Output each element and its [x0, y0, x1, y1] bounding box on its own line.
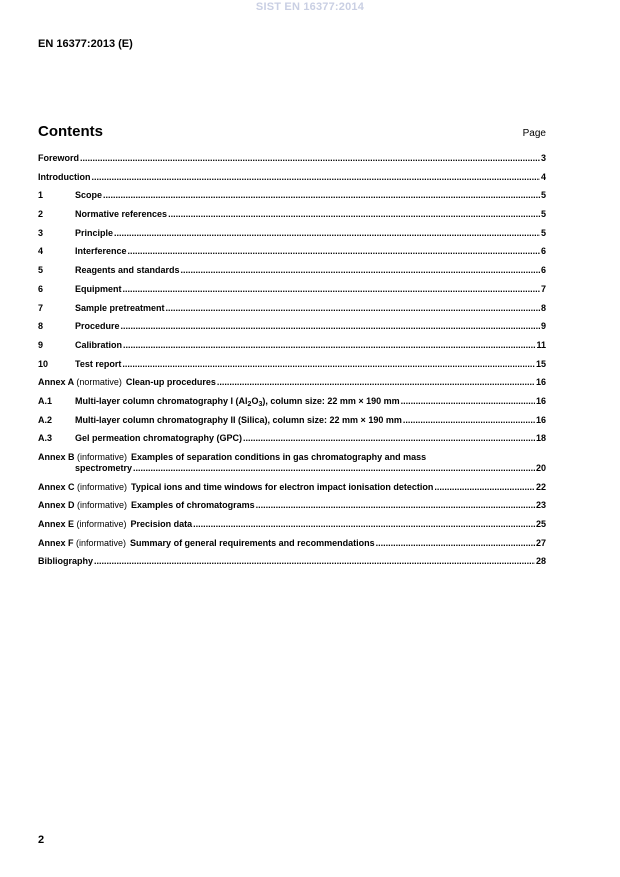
- annex-type: (informative): [77, 481, 128, 492]
- toc-title: Reagents and standards: [75, 265, 180, 276]
- toc-entry-test-report[interactable]: [38, 359, 546, 370]
- toc-title: Multi-layer column chromatography I $(Al_2O_3)$, column size: 22 mm × 190 mm: [75, 395, 400, 408]
- toc-page: 16: [535, 377, 546, 388]
- leader-dots: [256, 500, 535, 511]
- toc-entry-sample-pretreatment[interactable]: [38, 303, 546, 314]
- toc-title: Typical ions and time windows for electron impact ionisation detection: [131, 481, 434, 492]
- leader-dots: [133, 463, 535, 474]
- toc-page: 6: [540, 265, 546, 276]
- toc-page: 3: [540, 153, 546, 163]
- toc-number: Annex B (informative): [38, 452, 128, 462]
- toc-number: 7: [38, 302, 44, 313]
- leader-dots: [168, 209, 540, 220]
- annex-type: (informative): [76, 537, 127, 548]
- page-number: 2: [38, 834, 45, 846]
- leader-dots: [166, 303, 540, 314]
- toc-entry-reagents[interactable]: [38, 265, 546, 276]
- toc-entry-normative-references[interactable]: [38, 209, 546, 220]
- toc-title: Clean-up procedures: [125, 377, 216, 388]
- leader-dots: [123, 340, 535, 351]
- toc-number: 1: [38, 190, 44, 201]
- toc-title: Test report: [75, 358, 122, 369]
- toc-title: Calibration: [75, 339, 123, 350]
- toc-number: A.1: [38, 395, 53, 406]
- toc-page: 22: [535, 481, 546, 492]
- toc-page: 20: [535, 463, 546, 473]
- toc-number: 6: [38, 283, 44, 294]
- toc-page: 27: [535, 537, 546, 548]
- leader-dots: [401, 396, 535, 407]
- toc-page: 25: [535, 519, 546, 530]
- table-of-contents: [38, 153, 546, 575]
- toc-page: 5: [540, 190, 546, 201]
- leader-dots: [181, 265, 540, 276]
- toc-title: Foreword: [38, 153, 80, 163]
- leader-dots: [94, 556, 535, 567]
- toc-number: Annex F (informative): [38, 537, 127, 548]
- contents-title: Contents: [38, 123, 103, 140]
- toc-entry-calibration[interactable]: [38, 340, 546, 351]
- toc-number: 9: [38, 339, 44, 350]
- toc-entry-equipment[interactable]: [38, 284, 546, 295]
- toc-number: A.3: [38, 433, 53, 444]
- annex-type: (informative): [77, 500, 128, 511]
- toc-entry-annex-a[interactable]: [38, 377, 546, 388]
- toc-entry-annex-e[interactable]: [38, 519, 546, 530]
- toc-entry-bibliography[interactable]: [38, 556, 546, 567]
- toc-number: A.2: [38, 414, 53, 425]
- toc-page: 16: [535, 395, 546, 406]
- toc-title: Introduction: [38, 171, 91, 182]
- toc-title: Procedure: [75, 321, 120, 332]
- leader-dots: [403, 415, 535, 426]
- toc-number: Annex E (informative): [38, 519, 127, 530]
- toc-title: Summary of general requirements and recommendations: [130, 537, 375, 548]
- toc-title: Normative references: [75, 209, 168, 220]
- toc-number: 4: [38, 246, 44, 257]
- leader-dots: [103, 190, 540, 201]
- toc-title: Precision data: [130, 519, 193, 530]
- toc-entry-annex-d[interactable]: [38, 500, 546, 511]
- toc-number: Annex C (informative): [38, 481, 128, 492]
- toc-title: Bibliography: [38, 556, 94, 567]
- toc-entry-a2[interactable]: [38, 415, 546, 426]
- watermark: SIST EN 16377:2014: [255, 1, 365, 13]
- page-column-label: Page: [522, 128, 546, 139]
- toc-entry-scope[interactable]: [38, 190, 546, 201]
- toc-number: 5: [38, 265, 44, 276]
- toc-page: 23: [535, 500, 546, 511]
- toc-title-line2: spectrometry: [75, 463, 133, 473]
- toc-page: 7: [540, 283, 546, 294]
- leader-dots: [128, 246, 540, 257]
- toc-entry-procedure[interactable]: [38, 321, 546, 332]
- annex-type: (normative): [76, 377, 122, 388]
- toc-page: 4: [540, 171, 546, 182]
- leader-dots: [123, 284, 540, 295]
- toc-title-line1: Examples of separation conditions in gas chromatography and mass: [131, 452, 427, 462]
- toc-number: 2: [38, 209, 44, 220]
- leader-dots: [80, 153, 540, 164]
- toc-entry-foreword[interactable]: [38, 153, 546, 164]
- toc-entry-introduction[interactable]: [38, 172, 546, 183]
- leader-dots: [243, 433, 535, 444]
- leader-dots: [193, 519, 535, 530]
- toc-page: 5: [540, 209, 546, 220]
- leader-dots: [114, 228, 540, 239]
- leader-dots: [376, 538, 535, 549]
- toc-entry-interference[interactable]: [38, 246, 546, 257]
- toc-page: 6: [540, 246, 546, 257]
- toc-title: Multi-layer column chromatography II (Silica), column size: 22 mm × 190 mm: [75, 414, 402, 425]
- toc-entry-a3[interactable]: [38, 433, 546, 444]
- toc-number: 3: [38, 227, 44, 238]
- toc-number: 8: [38, 321, 44, 332]
- leader-dots: [434, 482, 535, 493]
- toc-entry-annex-f[interactable]: [38, 538, 546, 549]
- toc-entry-principle[interactable]: [38, 228, 546, 239]
- toc-number: Annex D (informative): [38, 500, 128, 511]
- annex-type: (informative): [77, 452, 128, 462]
- annex-type: (informative): [76, 519, 127, 530]
- toc-title: Equipment: [75, 283, 122, 294]
- toc-title: Principle: [75, 227, 114, 238]
- leader-dots: [121, 321, 540, 332]
- toc-page: 28: [535, 556, 546, 567]
- toc-page: 16: [535, 414, 546, 425]
- toc-entry-annex-c[interactable]: [38, 482, 546, 493]
- leader-dots: [92, 172, 540, 183]
- toc-page: 5: [540, 227, 546, 238]
- toc-number: 10: [38, 358, 49, 369]
- toc-page: 18: [535, 433, 546, 444]
- toc-title: Gel permeation chromatography (GPC): [75, 433, 243, 444]
- leader-dots: [122, 359, 535, 370]
- toc-entry-annex-b[interactable]: [38, 452, 546, 474]
- toc-page: 11: [536, 339, 546, 350]
- leader-dots: [217, 377, 535, 388]
- document-id: EN 16377:2013 (E): [38, 38, 133, 50]
- toc-title: Sample pretreatment: [75, 302, 165, 313]
- toc-entry-a1[interactable]: [38, 396, 546, 407]
- toc-page: 15: [535, 358, 546, 369]
- toc-title: Scope: [75, 190, 103, 201]
- toc-number: Annex A (normative): [38, 377, 122, 388]
- toc-title: Interference: [75, 246, 127, 257]
- toc-page: 9: [540, 321, 546, 332]
- toc-page: 8: [540, 302, 546, 313]
- toc-title: Examples of chromatograms: [131, 500, 255, 511]
